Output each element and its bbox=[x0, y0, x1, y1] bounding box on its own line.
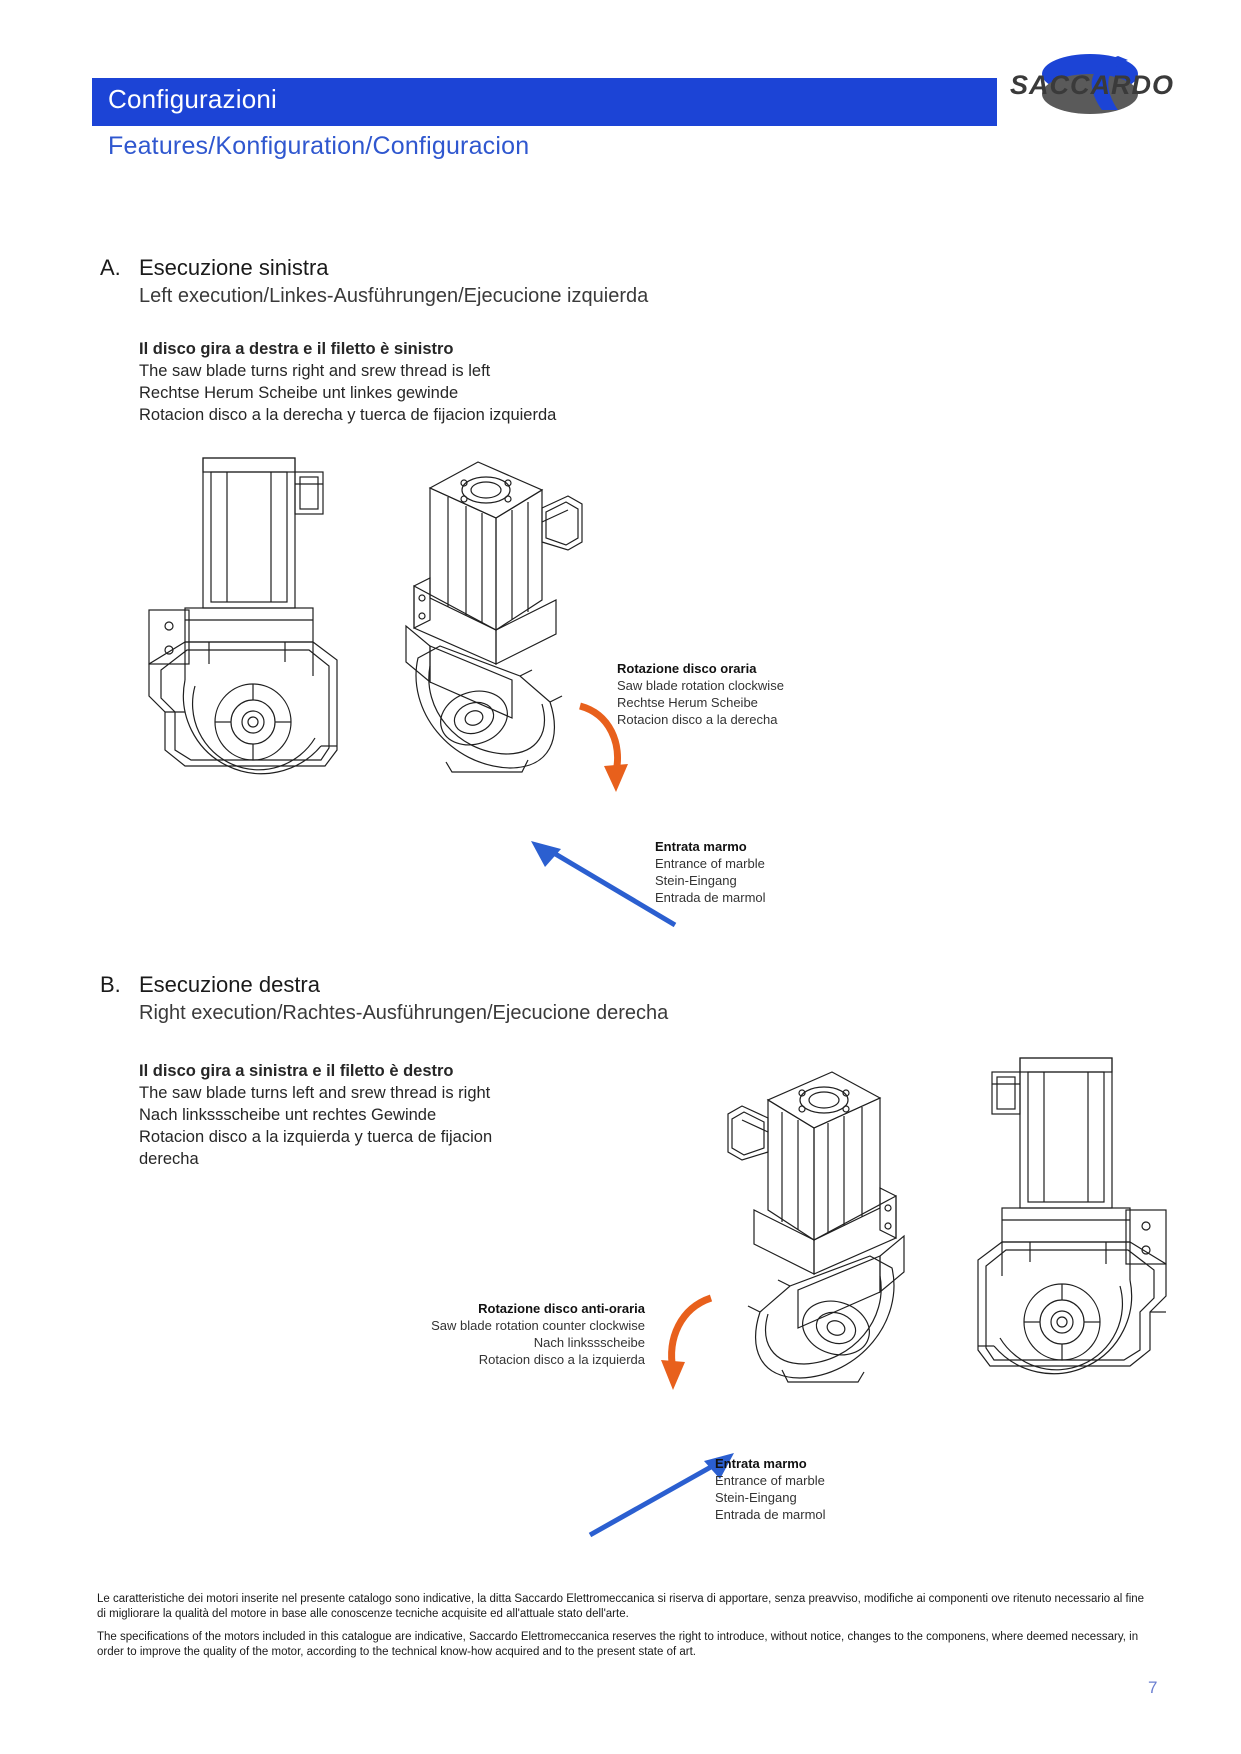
section-a-letter: A. bbox=[100, 255, 121, 280]
callout-entrance-a bbox=[655, 838, 766, 906]
section-b-desc-line3: Nach linkssscheibe unt rechtes Gewinde bbox=[139, 1106, 437, 1124]
callout-rotation-b-line4: Rotacion disco a la izquierda bbox=[478, 1352, 645, 1367]
callout-entrance-a-title: Entrata marmo bbox=[655, 839, 747, 854]
callout-entrance-a-line2: Entrance of marble bbox=[655, 856, 765, 871]
footer-text-en: The specifications of the motors included in this catalogue are indicative, Saccardo Elettromeccanica reserves the right to introduce, without notice, changes to the componens, where deemed necessary, in order to improve the quality of the motor, according to the technical know-how acquired and to the present state of art. bbox=[97, 1631, 1139, 1658]
callout-entrance-b-title: Entrata marmo bbox=[715, 1456, 807, 1471]
callout-rotation-b-line2: Saw blade rotation counter clockwise bbox=[431, 1318, 645, 1333]
section-b-desc-line2: The saw blade turns left and srew thread is right bbox=[139, 1084, 491, 1102]
section-a-subtitle: Left execution/Linkes-Ausführungen/Ejecucione izquierda bbox=[139, 285, 649, 307]
callout-entrance-a-line4: Entrada de marmol bbox=[655, 890, 766, 905]
section-a-desc-line1: Il disco gira a destra e il filetto è sinistro bbox=[139, 340, 454, 358]
page-number: 7 bbox=[1148, 1678, 1158, 1697]
section-b-desc-line4: Rotacion disco a la izquierda y tuerca de fijacion bbox=[139, 1128, 493, 1146]
footer-disclaimer bbox=[97, 1592, 1152, 1668]
callout-rotation-a-line2: Saw blade rotation clockwise bbox=[617, 678, 784, 693]
section-a-desc-line4: Rotacion disco a la derecha y tuerca de fijacion izquierda bbox=[139, 406, 557, 424]
callout-rotation-a-line3: Rechtse Herum Scheibe bbox=[617, 695, 758, 710]
section-b-title: Esecuzione destra bbox=[139, 972, 320, 997]
figure-b-right-side-view bbox=[930, 1050, 1190, 1400]
rotation-arrow-counterclockwise-b bbox=[655, 1290, 725, 1400]
callout-rotation-a bbox=[617, 660, 784, 728]
section-a-title: Esecuzione sinistra bbox=[139, 255, 329, 280]
section-a-desc-line2: The saw blade turns right and srew thread is left bbox=[139, 362, 491, 380]
callout-entrance-a-line3: Stein-Eingang bbox=[655, 873, 737, 888]
page-subtitle: Features/Konfiguration/Configuracion bbox=[108, 132, 530, 160]
callout-rotation-a-title: Rotazione disco oraria bbox=[617, 661, 757, 676]
saccardo-logo bbox=[1010, 48, 1175, 120]
logo-wordmark: SACCARDO bbox=[1010, 70, 1175, 100]
callout-rotation-b-line3: Nach linkssscheibe bbox=[533, 1335, 645, 1350]
callout-entrance-b-line2: Entrance of marble bbox=[715, 1473, 825, 1488]
footer-text-it: Le caratteristiche dei motori inserite nel presente catalogo sono indicative, la ditta Saccardo Elettromeccanica si riserva di apportare, senza preavviso, modifiche ai componenti ove ritenuto necessario al fine di migliorare la qualità del motore in base alle conoscenze tecniche acquisite ed all'attuale stato dell'arte. bbox=[97, 1593, 1145, 1620]
figure-a-left-side-view bbox=[125, 450, 385, 790]
section-b-desc-line5: derecha bbox=[139, 1150, 199, 1168]
section-b-subtitle: Right execution/Rachtes-Ausführungen/Ejecucione derecha bbox=[139, 1002, 669, 1024]
section-b-letter: B. bbox=[100, 972, 121, 997]
callout-entrance-b-line4: Entrada de marmol bbox=[715, 1507, 826, 1522]
callout-rotation-a-line4: Rotacion disco a la derecha bbox=[617, 712, 778, 727]
section-a-desc-line3: Rechtse Herum Scheibe unt linkes gewinde bbox=[139, 384, 459, 402]
section-b-description bbox=[139, 1060, 492, 1170]
page-title: Configurazioni bbox=[108, 84, 278, 114]
section-a-description bbox=[139, 338, 556, 426]
callout-rotation-b-title: Rotazione disco anti-oraria bbox=[478, 1301, 645, 1316]
callout-entrance-b bbox=[715, 1455, 826, 1523]
callout-rotation-b bbox=[300, 1300, 645, 1368]
callout-entrance-b-line3: Stein-Eingang bbox=[715, 1490, 797, 1505]
section-b-desc-line1: Il disco gira a sinistra e il filetto è destro bbox=[139, 1062, 454, 1080]
